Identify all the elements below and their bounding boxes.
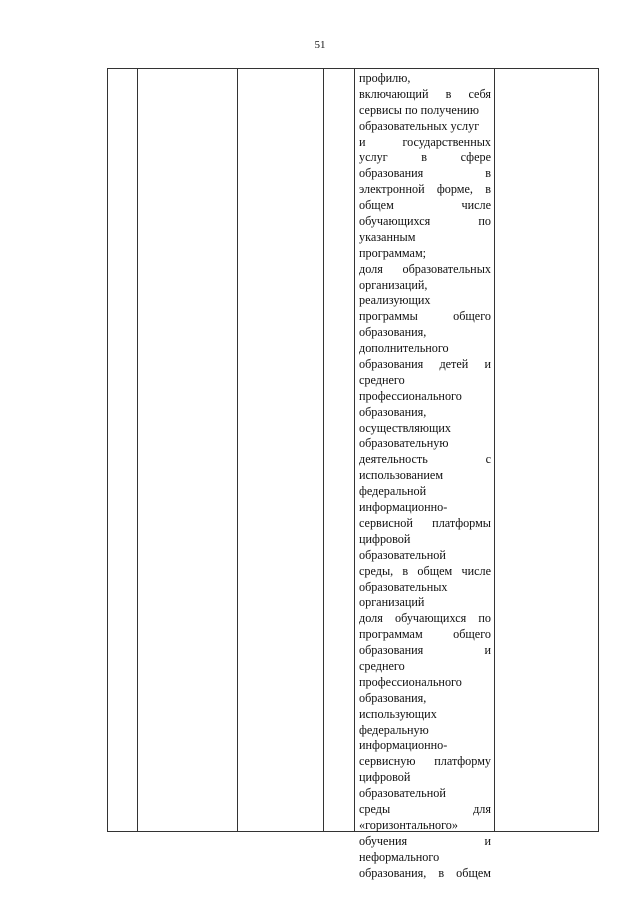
text-word: общем	[359, 198, 394, 213]
text-word: электронной	[359, 182, 425, 197]
text-line	[359, 452, 491, 468]
text-word: в	[445, 86, 452, 101]
text-line	[359, 818, 491, 834]
text-line	[359, 754, 491, 770]
text-line	[359, 500, 491, 516]
text-word: образовательную	[359, 436, 449, 451]
text-line	[359, 71, 491, 87]
text-word: федеральную	[359, 722, 429, 737]
text-word: числе	[461, 563, 491, 578]
text-word: образовательных услуг	[359, 118, 480, 133]
text-word: профессионального	[359, 388, 462, 403]
text-line	[359, 707, 491, 723]
text-word: осуществляющих	[359, 420, 451, 435]
text-word: себя	[468, 86, 491, 101]
text-word: в	[402, 563, 409, 578]
text-word: платформы	[432, 515, 491, 530]
text-line	[359, 675, 491, 691]
text-word: сервисную	[359, 754, 416, 769]
text-word: с	[485, 452, 491, 467]
text-word: цифровой	[359, 770, 411, 785]
column-divider-2	[237, 69, 238, 831]
text-line	[359, 643, 491, 659]
text-line	[359, 214, 491, 230]
text-word: детей	[439, 357, 469, 372]
text-line	[359, 468, 491, 484]
text-line	[359, 770, 491, 786]
text-word: государственных	[402, 134, 491, 149]
text-line	[359, 484, 491, 500]
text-word: сервисной	[359, 515, 413, 530]
text-word: и	[484, 643, 491, 658]
text-word: общем	[417, 563, 453, 578]
text-line	[359, 405, 491, 421]
text-line	[359, 373, 491, 389]
text-line	[359, 850, 491, 866]
text-line	[359, 150, 491, 166]
text-word: по	[478, 214, 491, 229]
text-word: и	[484, 357, 491, 372]
text-line	[359, 166, 491, 182]
text-word: среднего	[359, 372, 405, 387]
text-word: общего	[453, 309, 491, 324]
text-line	[359, 691, 491, 707]
text-word: по	[478, 611, 491, 626]
text-line	[359, 357, 491, 373]
text-line	[359, 866, 491, 882]
text-word: образовательной	[359, 786, 446, 801]
text-line	[359, 389, 491, 405]
text-word: среды,	[359, 563, 394, 578]
text-word: профилю,	[359, 71, 411, 85]
text-word: указанным	[359, 229, 416, 244]
column-divider-4	[354, 69, 355, 831]
text-line	[359, 103, 491, 119]
text-line	[359, 548, 491, 564]
text-line	[359, 421, 491, 437]
text-line	[359, 834, 491, 850]
text-line	[359, 230, 491, 246]
text-word: сервисы по получению	[359, 102, 479, 117]
text-line	[359, 786, 491, 802]
text-word: обучения	[359, 833, 408, 848]
text-word: образовательных	[359, 579, 448, 594]
text-word: образовательных	[402, 261, 491, 276]
text-word: дополнительного	[359, 341, 449, 356]
text-word: образовательной	[359, 547, 446, 562]
text-word: организаций,	[359, 277, 428, 292]
text-line	[359, 325, 491, 341]
text-word: образования,	[359, 404, 427, 419]
text-word: обучающихся	[394, 611, 467, 626]
text-word: платформу	[434, 754, 491, 769]
text-word: использованием	[359, 468, 444, 483]
text-line	[359, 802, 491, 818]
text-word: образования,	[359, 325, 427, 340]
text-word: в	[485, 166, 491, 181]
text-word: неформального	[359, 849, 440, 864]
text-line	[359, 309, 491, 325]
text-word: профессионального	[359, 674, 462, 689]
text-line	[359, 198, 491, 214]
text-line	[359, 580, 491, 596]
text-word: сфере	[460, 150, 491, 165]
indicator-cell-text	[359, 71, 491, 881]
text-word: в	[421, 150, 428, 165]
text-word: образования,	[359, 690, 427, 705]
text-line	[359, 135, 491, 151]
text-word: доля	[359, 611, 383, 626]
text-word: и	[359, 134, 366, 149]
text-line	[359, 293, 491, 309]
column-divider-1	[137, 69, 138, 831]
text-line	[359, 627, 491, 643]
text-word: включающий	[359, 86, 429, 101]
text-word: использующих	[359, 706, 437, 721]
text-line	[359, 532, 491, 548]
text-word: образования	[359, 357, 424, 372]
text-word: программам	[359, 627, 423, 642]
text-line	[359, 182, 491, 198]
text-word: деятельность	[359, 452, 428, 467]
text-word: федеральной	[359, 484, 427, 499]
text-line	[359, 723, 491, 739]
text-word: доля	[359, 261, 383, 276]
text-word: услуг	[359, 150, 388, 165]
text-line	[359, 564, 491, 580]
text-word: в	[438, 865, 445, 880]
text-line	[359, 341, 491, 357]
text-line	[359, 659, 491, 675]
text-word: организаций	[359, 595, 425, 610]
text-word: цифровой	[359, 531, 411, 546]
text-line	[359, 87, 491, 103]
text-line	[359, 119, 491, 135]
page-number: 51	[314, 39, 326, 51]
text-word: программам;	[359, 245, 427, 260]
text-word: общем	[456, 865, 491, 880]
text-word: образования	[359, 643, 424, 658]
column-divider-3	[323, 69, 324, 831]
text-word: среды	[359, 801, 391, 816]
text-word: информационно-	[359, 500, 448, 515]
text-word: для	[473, 801, 491, 816]
text-word: информационно-	[359, 738, 448, 753]
text-word: и	[484, 833, 491, 848]
text-word: числе	[461, 198, 491, 213]
text-word: форме,	[436, 182, 473, 197]
text-word: обучающихся	[359, 214, 431, 229]
text-word: «горизонтального»	[359, 817, 458, 832]
text-line	[359, 246, 491, 262]
text-word: образования	[359, 166, 424, 181]
text-line	[359, 738, 491, 754]
text-word: в	[485, 182, 491, 197]
text-word: общего	[453, 627, 491, 642]
text-word: программы	[359, 309, 418, 324]
document-table	[107, 68, 599, 880]
text-line	[359, 611, 491, 627]
text-word: реализующих	[359, 293, 431, 308]
text-line	[359, 595, 491, 611]
text-line	[359, 262, 491, 278]
column-divider-5	[494, 69, 495, 831]
text-word: образования,	[359, 865, 427, 880]
text-line	[359, 516, 491, 532]
text-word: среднего	[359, 658, 405, 673]
text-line	[359, 278, 491, 294]
text-line	[359, 436, 491, 452]
